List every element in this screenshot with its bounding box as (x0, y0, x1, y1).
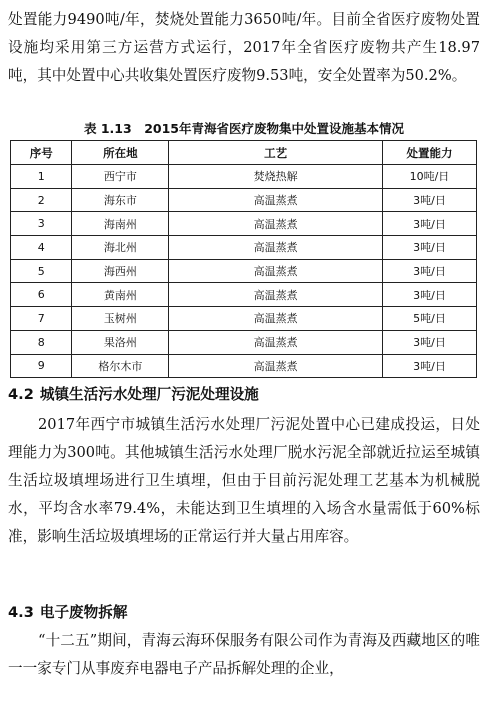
cell-capacity: 3吨/日 (382, 259, 476, 283)
table-row (11, 330, 477, 354)
table-row (11, 354, 477, 378)
cell-process: 高温蒸煮 (169, 236, 383, 260)
section-4-2-paragraph: 2017年西宁市城镇生活污水处理厂污泥处置中心已建成投运，日处理能力为300吨。其他城镇生活污水处理厂脱水污泥全部就近拉运至城镇生活垃圾填埋场进行卫生填埋，但由于目前污泥处理工艺基本为机械脱水，平均含水率79.4%，未能达到卫生填埋的入场含水量需低于60%标准，影响生活垃圾填埋场的正常运行并大量占用库容。 (8, 416, 480, 545)
cell-capacity: 3吨/日 (382, 354, 476, 378)
table-row (11, 259, 477, 283)
cell-serial: 2 (11, 188, 72, 212)
cell-location: 果洛州 (72, 330, 169, 354)
table-row (11, 283, 477, 307)
cell-process: 高温蒸煮 (169, 354, 383, 378)
cell-capacity: 3吨/日 (382, 212, 476, 236)
header-location: 所在地 (72, 141, 169, 165)
section-heading-4-3 (8, 601, 127, 625)
cell-serial: 1 (11, 165, 72, 189)
cell-capacity: 10吨/日 (382, 165, 476, 189)
section-title: 城镇生活污水处理厂污泥处理设施 (39, 386, 259, 403)
cell-process: 高温蒸煮 (169, 259, 383, 283)
table-row (11, 307, 477, 331)
table-row (11, 236, 477, 260)
cell-process: 高温蒸煮 (169, 188, 383, 212)
cell-location: 海东市 (72, 188, 169, 212)
cell-process: 高温蒸煮 (169, 307, 383, 331)
header-process: 工艺 (169, 141, 383, 165)
cell-serial: 6 (11, 283, 72, 307)
table-header-row (11, 141, 477, 165)
cell-serial: 3 (11, 212, 72, 236)
table-caption: 表 1.13 2015年青海省医疗废物集中处置设施基本情况 (84, 121, 404, 136)
cell-capacity: 3吨/日 (382, 188, 476, 212)
cell-serial: 5 (11, 259, 72, 283)
cell-process: 高温蒸煮 (169, 212, 383, 236)
cell-capacity: 5吨/日 (382, 307, 476, 331)
cell-location: 海北州 (72, 236, 169, 260)
cell-location: 海南州 (72, 212, 169, 236)
cell-serial: 4 (11, 236, 72, 260)
cell-process: 高温蒸煮 (169, 283, 383, 307)
header-capacity: 处置能力 (382, 141, 476, 165)
cell-serial: 8 (11, 330, 72, 354)
cell-capacity: 3吨/日 (382, 330, 476, 354)
intro-paragraph: 处置能力9490吨/年，焚烧处置能力3650吨/年。目前全省医疗废物处置设施均采用第三方运营方式运行，2017年全省医疗废物共产生18.97吨，其中处置中心共收集处置医疗废物9.53吨，安全处置率为50.2%。 (8, 11, 480, 84)
cell-serial: 7 (11, 307, 72, 331)
cell-location: 西宁市 (72, 165, 169, 189)
section-number: 4.2 (8, 386, 34, 403)
disposal-facilities-table (10, 140, 477, 378)
table-row (11, 188, 477, 212)
cell-serial: 9 (11, 354, 72, 378)
cell-location: 格尔木市 (72, 354, 169, 378)
table-row (11, 212, 477, 236)
table-row (11, 165, 477, 189)
header-serial: 序号 (11, 141, 72, 165)
cell-location: 玉树州 (72, 307, 169, 331)
section-title: 电子废物拆解 (39, 604, 128, 621)
section-number: 4.3 (8, 604, 34, 621)
cell-location: 海西州 (72, 259, 169, 283)
cell-process: 焚烧热解 (169, 165, 383, 189)
section-4-3-paragraph: “十二五”期间，青海云海环保服务有限公司作为青海及西藏地区的唯一一家专门从事废弃电器电子产品拆解处理的企业， (8, 632, 480, 677)
cell-process: 高温蒸煮 (169, 330, 383, 354)
section-heading-4-2 (8, 383, 259, 407)
cell-location: 黄南州 (72, 283, 169, 307)
cell-capacity: 3吨/日 (382, 236, 476, 260)
cell-capacity: 3吨/日 (382, 283, 476, 307)
